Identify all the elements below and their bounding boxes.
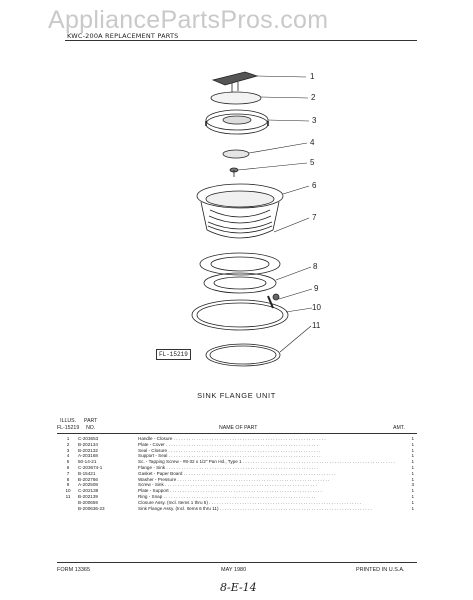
illus-no: 4	[66, 453, 70, 459]
footer-date: MAY 1980	[221, 567, 247, 573]
part-name: Washer - Pressure . . . . . . . . . . . . . . . . . . . . . . . . . . . . . . . . . . . . . . . . . . . . . . . . . . . . . . . . . . . .	[138, 476, 330, 482]
part-no: B-15421	[78, 470, 96, 476]
part-pressure-washer-drawing	[204, 273, 276, 293]
part-name: Sc. - Tapping Screw - #8-32 x 1/2" Pan Hd., Type 1 . . . . . . . . . . . . . . . . . . . . . . . . . . . . . . . . . . . . . . . . . . . . . . . . . . . . . . . . . . . .	[138, 459, 395, 465]
part-gasket-drawing	[200, 253, 280, 275]
footer-form: FORM 13365	[57, 567, 91, 573]
illus-no: 7	[66, 470, 70, 476]
part-no: B-200636-23	[78, 505, 105, 511]
part-name: Plate - Cover . . . . . . . . . . . . . . . . . . . . . . . . . . . . . . . . . . . . . . . . . . . . . . . . . . . . . . . . . . . .	[138, 441, 318, 447]
col-illus-bottom: FL-15219	[57, 425, 80, 431]
amount: 1	[411, 436, 414, 441]
col-illus-top: ILLUS.	[60, 418, 77, 424]
section-title: SINK FLANGE UNIT	[197, 391, 276, 400]
part-snap-ring-drawing	[206, 344, 280, 366]
illus-no: 8	[66, 476, 70, 482]
callout-3: 3	[312, 116, 317, 125]
part-name: Sink Flange Assy. (Incl. Items 6 thru 11) . . . . . . . . . . . . . . . . . . . . . . . . . . . . . . . . . . . . . . . . . . . . . . . . . . . . . . . . . . . .	[138, 505, 372, 511]
illus-no: 2	[66, 441, 70, 447]
amount: 1	[411, 505, 414, 511]
illus-no: 10	[65, 488, 71, 494]
illus-no: 3	[66, 447, 70, 453]
amount: 1	[411, 476, 414, 482]
callout-5: 5	[310, 158, 315, 167]
amount: 1	[411, 464, 414, 470]
part-no: B-202139	[78, 493, 98, 499]
amount: 1	[411, 441, 414, 447]
part-cover-plate-drawing	[211, 92, 261, 104]
part-name: Gasket - Paper Board . . . . . . . . . . . . . . . . . . . . . . . . . . . . . . . . . . . . . . . . . . . . . . . . . . . . . . . . . . . .	[138, 470, 336, 476]
part-no: B-202132	[78, 447, 98, 453]
part-no: B-200659	[78, 499, 98, 505]
part-seal-support-drawing	[223, 150, 249, 158]
part-no: A-202508	[78, 482, 98, 488]
callout-1: 1	[310, 72, 315, 81]
part-name: Closure Assy. (Incl. Items 1 thru 5) . . . . . . . . . . . . . . . . . . . . . . . . . . . . . . . . . . . . . . . . . . . . . . . . . . . . . . . . . . . .	[138, 499, 362, 505]
part-no: 50-14-21	[78, 459, 97, 465]
amount: 1	[411, 453, 414, 459]
callout-4: 4	[310, 138, 315, 147]
col-amt-header: AMT.	[393, 425, 405, 431]
footer-printed: PRINTED IN U.S.A.	[356, 567, 405, 573]
illus-no: 6	[66, 464, 70, 470]
amount: 1	[411, 499, 414, 505]
part-sink-flange-drawing	[197, 184, 283, 238]
part-tapping-screw-drawing	[230, 168, 238, 177]
col-illus-header	[57, 418, 79, 432]
part-no: C-203653	[78, 436, 99, 441]
part-name: Ring - Snap . . . . . . . . . . . . . . . . . . . . . . . . . . . . . . . . . . . . . . . . . . . . . . . . . . . . . . . . . . . .	[138, 493, 316, 499]
amount: 1	[411, 488, 414, 494]
callout-2: 2	[311, 93, 316, 102]
illus-no: 9	[66, 482, 70, 488]
part-no: B-202766	[78, 476, 98, 482]
illus-no: 1	[66, 436, 70, 441]
part-closure-seal-drawing	[206, 110, 268, 134]
part-name: Support - Seal . . . . . . . . . . . . . . . . . . . . . . . . . . . . . . . . . . . . . . . . . . . . . . . . . . . . . . . . . . . .	[138, 453, 321, 459]
amount: 1	[411, 470, 414, 476]
amount: 1	[411, 459, 414, 465]
amount: 3	[411, 482, 414, 488]
site-watermark: AppliancePartsPros.com	[48, 6, 329, 34]
amount: 1	[411, 493, 414, 499]
part-handle-drawing	[213, 72, 257, 92]
col-part-top: PART	[84, 418, 98, 424]
parts-table	[60, 436, 420, 511]
part-name: Plate - Support . . . . . . . . . . . . . . . . . . . . . . . . . . . . . . . . . . . . . . . . . . . . . . . . . . . . . . . . . . . .	[138, 488, 322, 494]
part-no: C-202138	[78, 488, 99, 494]
table-row	[60, 506, 420, 512]
footer-rule	[57, 562, 417, 563]
part-no: B-202134	[78, 441, 98, 447]
callout-7: 7	[312, 213, 317, 222]
figure-label: FL-15219	[156, 349, 191, 360]
callout-11: 11	[312, 321, 321, 330]
part-no: C-203674-1	[78, 464, 103, 470]
handwritten-note: 8-E-14	[220, 581, 257, 594]
col-part-bottom: NO.	[86, 425, 96, 431]
amount: 1	[411, 447, 414, 453]
page-header: KWC-200A REPLACEMENT PARTS	[67, 32, 179, 40]
callout-10: 10	[312, 303, 321, 312]
table-header-rule	[57, 433, 417, 434]
col-name-header: NAME OF PART	[219, 425, 258, 431]
callout-9: 9	[314, 284, 319, 293]
part-name: Seal - Closure . . . . . . . . . . . . . . . . . . . . . . . . . . . . . . . . . . . . . . . . . . . . . . . . . . . . . . . . . . . .	[138, 447, 321, 453]
part-name: Flange - Sink . . . . . . . . . . . . . . . . . . . . . . . . . . . . . . . . . . . . . . . . . . . . . . . . . . . . . . . . . . . .	[138, 464, 319, 470]
illus-no: 5	[66, 459, 70, 465]
col-part-header	[84, 418, 97, 432]
part-support-plate-drawing	[192, 294, 288, 330]
callout-8: 8	[313, 262, 318, 271]
part-name: Screw - Sink . . . . . . . . . . . . . . . . . . . . . . . . . . . . . . . . . . . . . . . . . . . . . . . . . . . . . . . . . . . .	[138, 482, 317, 488]
illus-no: 11	[65, 493, 71, 499]
part-no: A-203168	[78, 453, 98, 459]
part-name: Handle - Closure . . . . . . . . . . . . . . . . . . . . . . . . . . . . . . . . . . . . . . . . . . . . . . . . . . . . . . . . . . . .	[138, 436, 326, 441]
callout-6: 6	[312, 181, 317, 190]
